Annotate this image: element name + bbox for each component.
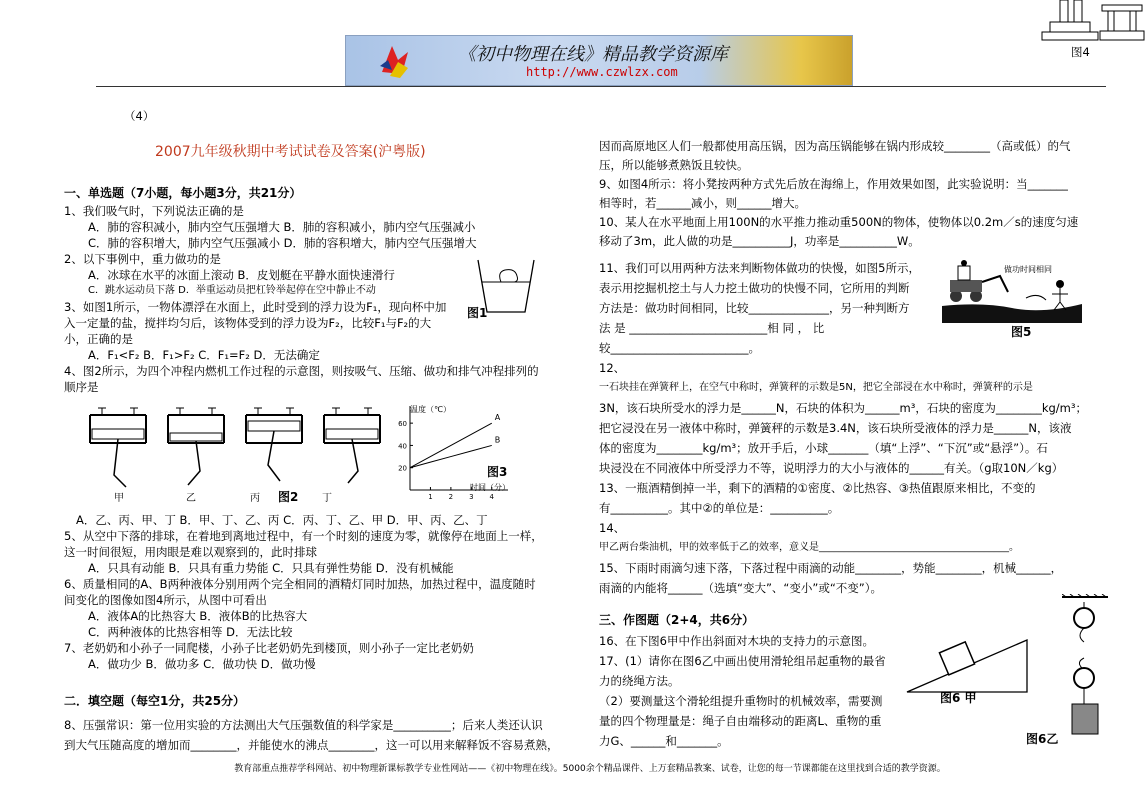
header-divider [96,86,1106,87]
q-line: 9、如图4所示：将小凳按两种方式先后放在海绵上，作用效果如图，此实验说明：当_______ [599,177,1068,191]
y-tick-label: 20 [398,464,407,473]
q-option: A．做功少 B．做功多 C．做功快 D．做功慢 [88,657,316,671]
q-line: 5、从空中下落的排球，在着地到离地过程中，有一个时刻的速度为零，就像停在地面上一样， [64,529,543,543]
q-line: 到大气压随高度的增加而________，并能使水的沸点________，这一可以用来解释饭不容易煮熟， [64,738,559,752]
x-tick-label: 1 [428,493,433,501]
q-line: 3、如图1所示，一物体漂浮在水面上，此时受到的浮力设为F₁，现向杯中加 [64,300,447,314]
pulley-system-figure [1062,594,1110,744]
q-line: 有__________。其中②的单位是：__________。 [599,501,840,515]
q-line: 12、 [599,361,626,375]
section1-questions [64,203,539,395]
q-option: A．F₁<F₂ B．F₁>F₂ C．F₁=F₂ D．无法确定 [88,348,320,362]
q12-15 [599,358,1087,598]
engine-label: 乙 [186,493,196,504]
engine-label: 丁 [322,493,332,504]
q-line: 4、图2所示，为四个冲程内燃机工作过程的示意图，则按吸气、压缩、做功和排气冲程排列的 [64,364,539,378]
q-line: 甲乙两台柴油机，甲的效率低于乙的效率，意义是______________________________________。 [599,542,1019,553]
q-line: 表示用挖掘机挖土与人力挖土做功的快慢不同，它所用的判断 [599,281,910,295]
q-option: C．跳水运动员下落 D．举重运动员把杠铃举起停在空中静止不动 [88,285,376,296]
q-line: 7、老奶奶和小孙子一同爬楼，小孙子比老奶奶先到楼顶，则小孙子一定比老奶奶 [64,641,474,655]
section3-heading: 三、作图题（2+4，共6分） [599,613,755,627]
q-line: 相等时，若______减小，则______增大。 [599,196,806,210]
page-footer: 教育部重点推荐学科网站、初中物理新课标教学专业性网站——《初中物理在线》。5000余个精品课件、上万套精品教案、试卷，让您的每一节课都能在这里找到合适的教学资源。 [234,764,946,774]
x-tick-label: 4 [489,493,495,501]
engine-label: 丙 [250,493,260,504]
x-tick-label: 3 [469,493,474,501]
q-line: 法 是 ________________________相 同 ， 比 [599,321,825,335]
series-line-B [410,445,492,467]
fig5-label: 图5 [1011,325,1032,339]
q-line: 体的密度为________kg/m³；放开手后，小球_______（填“上浮”、“下沉”或“悬浮”）。石 [599,441,1048,455]
q-line: 16、在下图6甲中作出斜面对木块的支持力的示意图。 [599,634,874,648]
engine-label: 甲 [114,493,124,504]
q-line: 力G、______和_______。 [599,734,729,748]
fig6a-label: 图6 甲 [940,691,977,705]
q-line: （2）要测量这个滑轮组提升重物时的机械效率，需要测 [599,694,883,708]
fig5-caption-text: 做功时间相同 [1004,265,1052,274]
page-number: （4） [124,109,155,123]
series-label-A: A [494,413,501,423]
q-line: 入一定量的盐，搅拌均匀后，该物体受到的浮力设为F₂，比较F₁与F₂的大 [64,316,432,330]
q-line: 压，所以能够煮熟饭且较快。 [599,158,749,172]
q16-17 [599,631,886,751]
chart-y-title: 温度（℃） [410,405,451,414]
site-logo-icon [378,42,412,78]
series-label-B: B [494,435,501,445]
q-line: 这一时间很短，用肉眼是难以观察到的，此时排球 [64,545,317,559]
q-line: 力的绕绳方法。 [599,674,680,688]
q-line: 1、我们吸气时，下列说法正确的是 [64,204,244,218]
q-line: 块浸没在不同液体中所受浮力不等，说明浮力的大小与液体的______有关。（g取10N／kg） [599,461,1064,475]
q-line: 因而高原地区人们一般都使用高压锅，因为高压锅能够在锅内形成较________（高或低）的气 [599,139,1071,153]
q-line: 17、(1）请你在图6乙中画出使用滑轮组吊起重物的最省 [599,654,886,668]
corner-stool-figure [1040,0,1145,45]
q-option: A．只具有动能 B．只具有重力势能 C．只具有弹性势能 D．没有机械能 [88,561,454,575]
q11 [599,258,920,358]
q-line: 间变化的图像如图4所示，从图中可看出 [64,593,267,607]
q-line: 2、以下事例中，重力做功的是 [64,252,221,266]
q-line: 雨滴的内能将______（选填“变大”、“变小”或“不变”）。 [599,581,882,595]
y-tick-label: 40 [398,442,407,451]
q-option: C．两种液体的比热容相等 D．无法比较 [88,625,293,639]
section1-heading: 一、单选题（7小题，每小题3分，共21分） [64,186,302,200]
fig2-label: 图2 [278,490,299,504]
chart-x-title: 时间（分） [470,483,510,492]
q-line: 顺序是 [64,380,99,394]
q4-options: A．乙、丙、甲、丁 B．甲、丁、乙、丙 C．丙、丁、乙、甲 D．甲、丙、乙、丁 [76,513,488,527]
section2-questions [64,715,559,755]
corner-fig-label: 图4 [1071,45,1090,59]
q-line: 量的四个物理量是：绳子自由端移动的距离L、重物的重 [599,714,882,728]
incline-block-figure [905,630,1030,695]
q-line: 一石块挂在弹簧秤上，在空气中称时，弹簧秤的示数是5N，把它全部浸在水中称时，弹簧秤的示是 [599,382,1033,393]
doc-title: 2007九年级秋期中考试试卷及答案(沪粤版) [155,144,426,160]
fig3-label: 图3 [487,465,508,479]
q-option: C．肺的容积增大，肺内空气压强减小 D．肺的容积增大，肺内空气压强增大 [88,236,477,250]
banner-url[interactable]: http://www.czwlzx.com [526,65,678,79]
q-option: A．液体A的比热容大 B．液体B的比热容大 [88,609,308,623]
q-line: 方法是：做功时间相同，比较______________，另一种判断方 [599,301,910,315]
q-line: 8、压强常识：第一位用实验的方法测出大气压强数值的科学家是__________；后来人类还认识 [64,718,543,732]
engine-strokes-figure [88,405,388,500]
q-line: 13、一瓶酒精倒掉一半，剩下的酒精的①密度、②比热容、③热值跟原来相比，不变的 [599,481,1036,495]
fig6b-label: 图6乙 [1026,732,1059,746]
series-line-A [410,423,492,468]
section2-heading: 二．填空题（每空1分，共25分） [64,694,246,708]
q-line: 小，正确的是 [64,332,133,346]
q-line: 把它浸没在另一液体中称时，弹簧秤的示数是3.4N，该石块所受液体的浮力是______N，该液 [599,421,1072,435]
q-line: 移动了3m，此人做的功是__________J，功率是__________W。 [599,234,920,248]
q-line: 10、某人在水平地面上用100N的水平推力推动重500N的物体，使物体以0.2m／s的速度匀速 [599,215,1079,229]
q-line: 14、 [599,521,626,535]
fig1-label: 图1 [467,306,488,320]
y-tick-label: 60 [398,420,407,429]
section1-questions-2 [64,528,543,672]
site-banner[interactable] [345,35,853,86]
q-line: 较________________________。 [599,341,760,355]
q-option: A．肺的容积减小，肺内空气压强增大 B．肺的容积减小，肺内空气压强减小 [88,220,476,234]
q-option: A．冰球在水平的冰面上滚动 B．皮划艇在平静水面快速滑行 [88,268,395,282]
q-line: 15、下雨时雨滴匀速下落，下落过程中雨滴的动能________，势能________，机械______， [599,561,1063,575]
q-line: 11、我们可以用两种方法来判断物体做功的快慢，如图5所示， [599,261,920,275]
right-col-top [599,137,1078,251]
banner-title: 《初中物理在线》精品教学资源库 [458,44,728,65]
q-line: 3N，该石块所受水的浮力是______N，石块的体积为______m³，石块的密度为________kg/m³； [599,401,1087,415]
x-tick-label: 2 [448,493,454,501]
q-line: 6、质量相同的A、B两种液体分别用两个完全相同的酒精灯同时加热，加热过程中，温度随时 [64,577,536,591]
